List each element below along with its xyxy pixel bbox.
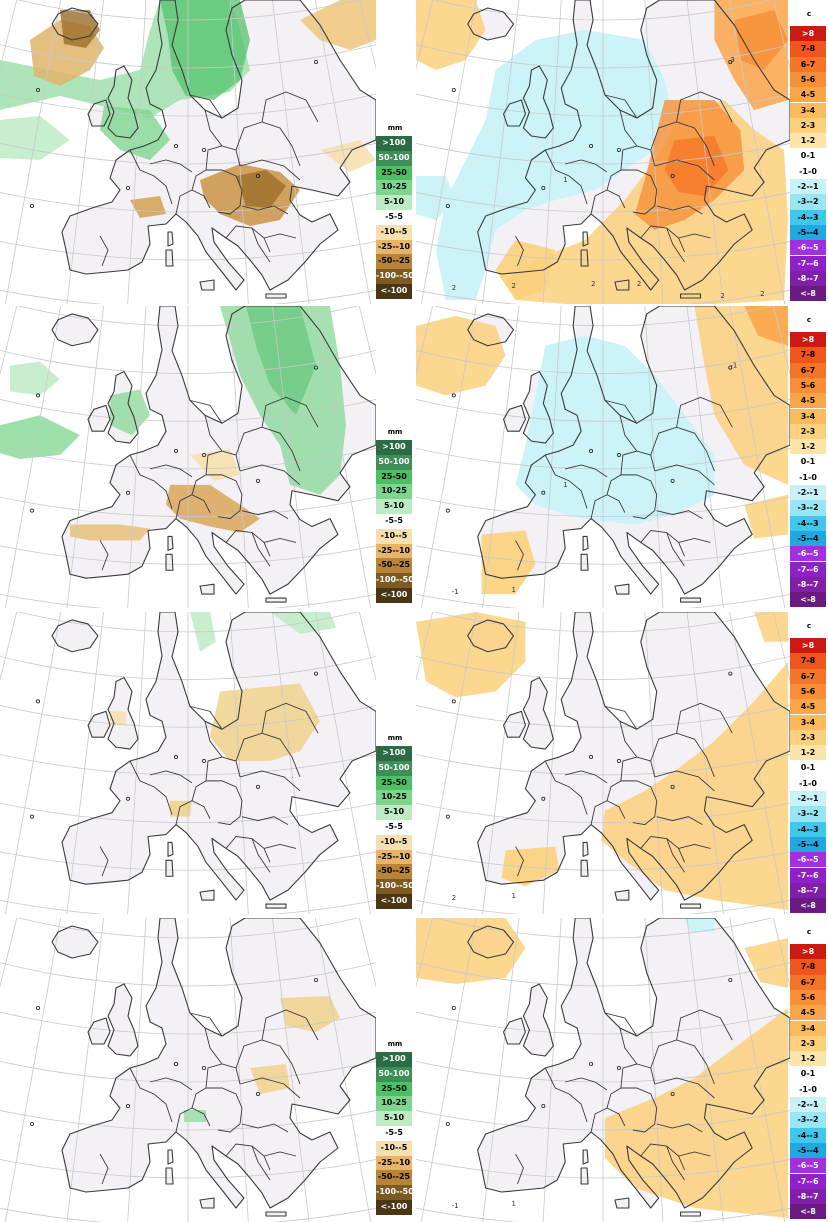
map-canvas xyxy=(416,918,790,1222)
legend-entry: -100--50 xyxy=(376,1185,412,1200)
legend-entry: 10-25 xyxy=(376,790,412,805)
anomaly-area xyxy=(184,1110,206,1122)
anomaly-shading xyxy=(416,0,788,304)
legend-entry: -3--2 xyxy=(790,194,826,209)
legend-entry: -4--3 xyxy=(790,1128,826,1143)
legend-entry: 5-6 xyxy=(790,72,826,87)
contour-label: 2 xyxy=(636,279,642,289)
legend-entry: -5-5 xyxy=(376,1126,412,1141)
legend-entry: >8 xyxy=(790,944,826,959)
legend-entry: -8--7 xyxy=(790,271,826,286)
legend-unit: mm xyxy=(387,1040,403,1048)
precip-map-row1 xyxy=(0,0,376,304)
legend-entry: -4--3 xyxy=(790,822,826,837)
land-region xyxy=(266,904,286,908)
map-canvas xyxy=(416,0,790,304)
legend-entry: <-8 xyxy=(790,286,826,301)
legend-entry: 10-25 xyxy=(376,484,412,499)
temp-map-row2 xyxy=(416,306,790,608)
land-region xyxy=(266,294,286,298)
temp-legend-row3 xyxy=(790,622,828,914)
legend-entry: -4--3 xyxy=(790,210,826,225)
legend-entry: 0-1 xyxy=(790,1066,826,1081)
legend-entry: -10--5 xyxy=(376,225,412,240)
legend-entry: 4-5 xyxy=(790,393,826,408)
legend-entry: -7--6 xyxy=(790,1174,826,1189)
legend-entry: 1-2 xyxy=(790,1051,826,1066)
contour-label: 1 xyxy=(511,1199,516,1209)
contour-label: -1 xyxy=(451,588,459,597)
legend-entry: 4-5 xyxy=(790,87,826,102)
legend-entry: 5-10 xyxy=(376,499,412,514)
temp-legend-row2 xyxy=(790,316,828,608)
legend-entry: <-8 xyxy=(790,1204,826,1219)
legend-entry: 3-4 xyxy=(790,1021,826,1036)
contour-label: 2 xyxy=(511,281,516,291)
precip-map-row2 xyxy=(0,306,376,608)
legend-entry: 25-50 xyxy=(376,776,412,791)
legend-entry: >8 xyxy=(790,638,826,653)
map-canvas xyxy=(416,306,790,608)
legend-entry: -50--25 xyxy=(376,1170,412,1185)
legend-entry: 7-8 xyxy=(790,347,826,362)
legend-entry: >100 xyxy=(376,136,412,151)
legend-entry: 6-7 xyxy=(790,669,826,684)
legend-unit: c xyxy=(806,622,812,630)
legend-entry: -50--25 xyxy=(376,864,412,879)
land-region xyxy=(266,1212,286,1216)
legend-entry: -25--10 xyxy=(376,1156,412,1171)
map-canvas xyxy=(0,612,376,914)
contour-label: -1 xyxy=(730,361,738,370)
legend-entry: -1-0 xyxy=(790,1082,826,1097)
legend-entry: 5-10 xyxy=(376,195,412,210)
contour-label: 1 xyxy=(563,175,568,185)
legend-entry: 0-1 xyxy=(790,148,826,163)
legend-entry: 2-3 xyxy=(790,118,826,133)
contour-label: 2 xyxy=(591,279,596,289)
legend-entry: 4-5 xyxy=(790,1005,826,1020)
legend-entry: -100--50 xyxy=(376,879,412,894)
legend-entry: 7-8 xyxy=(790,653,826,668)
legend-entry: 25-50 xyxy=(376,1082,412,1097)
legend-entry: 5-6 xyxy=(790,684,826,699)
temp-legend-row1 xyxy=(790,10,828,304)
legend-entry: 50-100 xyxy=(376,1067,412,1082)
precip-legend-row1 xyxy=(376,124,414,304)
legend-entry: -3--2 xyxy=(790,806,826,821)
precip-legend-row2 xyxy=(376,428,414,608)
land-region xyxy=(681,904,701,908)
legend-entry: >100 xyxy=(376,746,412,761)
legend-entry: -4--3 xyxy=(790,516,826,531)
legend-entry: -25--10 xyxy=(376,240,412,255)
legend-entry: -6--5 xyxy=(790,1158,826,1173)
legend-entry: 1-2 xyxy=(790,133,826,148)
anomaly-area xyxy=(170,801,192,817)
legend-entry: -5--4 xyxy=(790,225,826,240)
legend-entry: -3--2 xyxy=(790,500,826,515)
legend-entry: 25-50 xyxy=(376,470,412,485)
legend-entry: 50-100 xyxy=(376,761,412,776)
land-region xyxy=(681,598,701,602)
temp-legend-row4 xyxy=(790,928,828,1220)
contour-label: -1 xyxy=(451,1201,459,1211)
legend-entry: -1-0 xyxy=(790,776,826,791)
legend-entry: 5-10 xyxy=(376,805,412,820)
legend-entry: 2-3 xyxy=(790,730,826,745)
map-canvas xyxy=(0,306,376,608)
legend-entry: -25--10 xyxy=(376,544,412,559)
legend-entry: -6--5 xyxy=(790,240,826,255)
map-canvas xyxy=(0,0,376,304)
legend-entry: -25--10 xyxy=(376,850,412,865)
legend-entry: 7-8 xyxy=(790,41,826,56)
legend-entry: 2-3 xyxy=(790,1036,826,1051)
legend-entry: >100 xyxy=(376,1052,412,1067)
contour-label: 1 xyxy=(511,586,516,595)
temp-map-row1 xyxy=(416,0,790,304)
contour-label: 2 xyxy=(451,283,457,293)
legend-unit: c xyxy=(806,928,812,936)
legend-entry: -50--25 xyxy=(376,558,412,573)
legend-entry: -8--7 xyxy=(790,1189,826,1204)
legend-entry: 5-6 xyxy=(790,990,826,1005)
legend-unit: c xyxy=(806,316,812,324)
legend-unit: c xyxy=(806,10,812,18)
legend-entry: >100 xyxy=(376,440,412,455)
legend-entry: 7-8 xyxy=(790,959,826,974)
legend-entry: -1-0 xyxy=(790,470,826,485)
legend-entry: <-8 xyxy=(790,898,826,913)
contour-label: 1 xyxy=(511,892,516,901)
temp-map-row4 xyxy=(416,918,790,1222)
legend-entry: <-100 xyxy=(376,284,412,299)
contour-label: 3 xyxy=(730,55,735,65)
legend-entry: 6-7 xyxy=(790,57,826,72)
legend-entry: 3-4 xyxy=(790,715,826,730)
legend-entry: -2--1 xyxy=(790,791,826,806)
land-region xyxy=(266,598,286,602)
legend-entry: -7--6 xyxy=(790,868,826,883)
legend-entry: -3--2 xyxy=(790,1112,826,1127)
precip-map-row3 xyxy=(0,612,376,914)
legend-entry: -5--4 xyxy=(790,531,826,546)
legend-entry: <-8 xyxy=(790,592,826,607)
legend-entry: -1-0 xyxy=(790,164,826,179)
legend-entry: >8 xyxy=(790,332,826,347)
legend-entry: 0-1 xyxy=(790,760,826,775)
legend-entry: 50-100 xyxy=(376,151,412,166)
contour-label: 2 xyxy=(760,289,765,299)
legend-unit: mm xyxy=(387,428,403,436)
legend-entry: 6-7 xyxy=(790,363,826,378)
map-canvas xyxy=(416,612,790,914)
legend-unit: mm xyxy=(387,124,403,132)
legend-entry: -5-5 xyxy=(376,514,412,529)
legend-entry: -50--25 xyxy=(376,254,412,269)
legend-entry: -7--6 xyxy=(790,256,826,271)
legend-entry: -2--1 xyxy=(790,1097,826,1112)
legend-entry: -10--5 xyxy=(376,835,412,850)
legend-entry: -100--50 xyxy=(376,269,412,284)
legend-entry: -7--6 xyxy=(790,562,826,577)
legend-entry: 0-1 xyxy=(790,454,826,469)
legend-entry: 3-4 xyxy=(790,103,826,118)
legend-entry: -10--5 xyxy=(376,529,412,544)
legend-entry: 5-10 xyxy=(376,1111,412,1126)
legend-entry: 5-6 xyxy=(790,378,826,393)
precip-map-row4 xyxy=(0,918,376,1222)
legend-entry: -6--5 xyxy=(790,546,826,561)
precip-legend-row4 xyxy=(376,1040,414,1220)
legend-entry: -6--5 xyxy=(790,852,826,867)
legend-entry: -100--50 xyxy=(376,573,412,588)
legend-entry: 10-25 xyxy=(376,180,412,195)
land-region xyxy=(681,1212,701,1216)
map-canvas xyxy=(0,918,376,1222)
legend-entry: <-100 xyxy=(376,588,412,603)
legend-entry: >8 xyxy=(790,26,826,41)
legend-entry: -10--5 xyxy=(376,1141,412,1156)
temp-map-row3 xyxy=(416,612,790,914)
legend-entry: 25-50 xyxy=(376,166,412,181)
legend-entry: 6-7 xyxy=(790,975,826,990)
legend-entry: 1-2 xyxy=(790,745,826,760)
legend-entry: -8--7 xyxy=(790,577,826,592)
legend-entry: -8--7 xyxy=(790,883,826,898)
contour-label: 1 xyxy=(563,480,568,489)
legend-unit: mm xyxy=(387,734,403,742)
legend-entry: 4-5 xyxy=(790,699,826,714)
contour-label: 2 xyxy=(451,894,457,903)
legend-entry: -5-5 xyxy=(376,820,412,835)
legend-entry: 2-3 xyxy=(790,424,826,439)
legend-entry: -2--1 xyxy=(790,485,826,500)
legend-entry: 10-25 xyxy=(376,1096,412,1111)
precip-legend-row3 xyxy=(376,734,414,914)
legend-entry: 3-4 xyxy=(790,409,826,424)
legend-entry: -2--1 xyxy=(790,179,826,194)
legend-entry: 50-100 xyxy=(376,455,412,470)
legend-entry: -5-5 xyxy=(376,210,412,225)
legend-entry: -5--4 xyxy=(790,837,826,852)
contour-label: 2 xyxy=(720,291,725,301)
legend-entry: -5--4 xyxy=(790,1143,826,1158)
legend-entry: <-100 xyxy=(376,894,412,909)
legend-entry: <-100 xyxy=(376,1200,412,1215)
legend-entry: 1-2 xyxy=(790,439,826,454)
